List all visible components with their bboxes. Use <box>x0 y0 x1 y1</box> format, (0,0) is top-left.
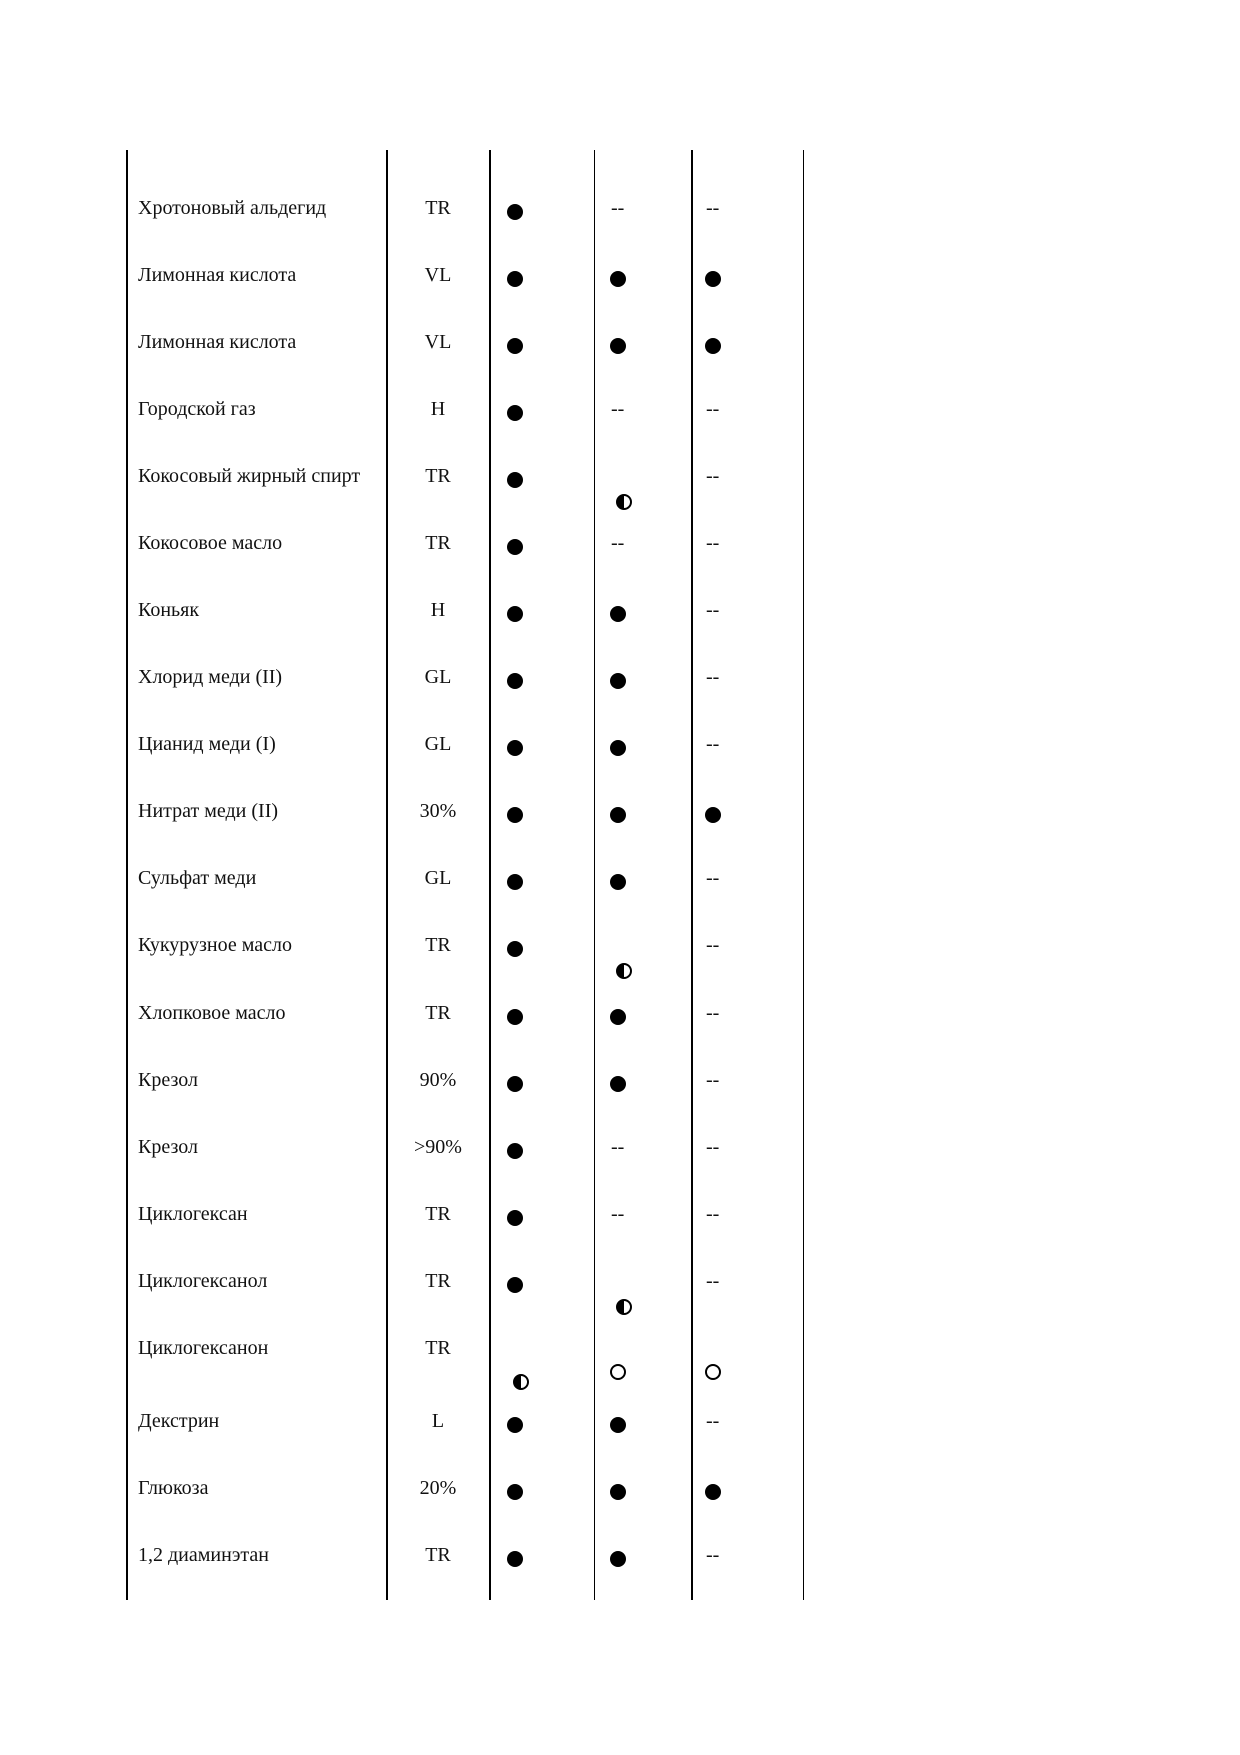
substance-name: Нитрат меди (II) <box>138 800 279 822</box>
concentration: H <box>430 398 446 420</box>
substance-name: Хлопковое масло <box>138 1002 286 1024</box>
filled-circle-icon <box>610 1009 626 1025</box>
table-row <box>0 1135 1240 1195</box>
concentration: GL <box>424 733 452 755</box>
concentration: >90% <box>414 1136 462 1158</box>
not-applicable-dash: -- <box>611 1203 625 1225</box>
filled-circle-icon <box>507 539 523 555</box>
filled-circle-icon <box>507 740 523 756</box>
table-row <box>0 1336 1240 1396</box>
table-row <box>0 1269 1240 1329</box>
table-row <box>0 1409 1240 1469</box>
not-applicable-dash: -- <box>611 398 625 420</box>
concentration: GL <box>424 666 452 688</box>
filled-circle-icon <box>507 874 523 890</box>
filled-circle-icon <box>610 874 626 890</box>
table-row <box>0 665 1240 725</box>
half-circle-icon <box>513 1374 529 1390</box>
table-row <box>0 933 1240 993</box>
filled-circle-icon <box>507 405 523 421</box>
concentration: GL <box>424 867 452 889</box>
concentration: TR <box>425 1337 451 1359</box>
table-row <box>0 1202 1240 1262</box>
not-applicable-dash: -- <box>706 465 720 487</box>
substance-name: Городской газ <box>138 398 256 420</box>
substance-name: Циклогексанон <box>138 1337 269 1359</box>
not-applicable-dash: -- <box>706 1410 720 1432</box>
empty-circle-icon <box>610 1364 626 1380</box>
not-applicable-dash: -- <box>706 1544 720 1566</box>
filled-circle-icon <box>507 338 523 354</box>
table-row <box>0 196 1240 256</box>
not-applicable-dash: -- <box>706 1270 720 1292</box>
concentration: 90% <box>419 1069 457 1091</box>
substance-name: Кокосовый жирный спирт <box>138 465 361 487</box>
filled-circle-icon <box>507 204 523 220</box>
concentration: TR <box>425 1203 451 1225</box>
filled-circle-icon <box>610 606 626 622</box>
concentration: VL <box>424 264 452 286</box>
filled-circle-icon <box>705 807 721 823</box>
filled-circle-icon <box>507 1143 523 1159</box>
concentration: 20% <box>419 1477 457 1499</box>
not-applicable-dash: -- <box>706 532 720 554</box>
concentration: L <box>431 1410 445 1432</box>
not-applicable-dash: -- <box>706 733 720 755</box>
table-row <box>0 732 1240 792</box>
concentration: VL <box>424 331 452 353</box>
not-applicable-dash: -- <box>706 1069 720 1091</box>
filled-circle-icon <box>610 807 626 823</box>
substance-name: Циклогексан <box>138 1203 248 1225</box>
filled-circle-icon <box>610 271 626 287</box>
substance-name: Крезол <box>138 1136 198 1158</box>
not-applicable-dash: -- <box>706 197 720 219</box>
half-circle-icon <box>616 963 632 979</box>
concentration: 30% <box>419 800 457 822</box>
table-row <box>0 1068 1240 1128</box>
filled-circle-icon <box>507 1484 523 1500</box>
not-applicable-dash: -- <box>611 197 625 219</box>
concentration: TR <box>425 1544 451 1566</box>
filled-circle-icon <box>705 338 721 354</box>
table-row <box>0 799 1240 859</box>
table-row <box>0 1543 1240 1603</box>
filled-circle-icon <box>507 1076 523 1092</box>
concentration: H <box>430 599 446 621</box>
concentration: TR <box>425 1270 451 1292</box>
table-row <box>0 1476 1240 1536</box>
filled-circle-icon <box>610 740 626 756</box>
substance-name: Лимонная кислота <box>138 331 297 353</box>
filled-circle-icon <box>507 271 523 287</box>
filled-circle-icon <box>610 338 626 354</box>
filled-circle-icon <box>507 1009 523 1025</box>
substance-name: Коньяк <box>138 599 200 621</box>
filled-circle-icon <box>705 1484 721 1500</box>
filled-circle-icon <box>610 673 626 689</box>
substance-name: Цианид меди (I) <box>138 733 276 755</box>
not-applicable-dash: -- <box>706 1136 720 1158</box>
filled-circle-icon <box>507 1277 523 1293</box>
filled-circle-icon <box>610 1551 626 1567</box>
half-circle-icon <box>616 494 632 510</box>
filled-circle-icon <box>507 1551 523 1567</box>
concentration: TR <box>425 934 451 956</box>
empty-circle-icon <box>705 1364 721 1380</box>
filled-circle-icon <box>507 606 523 622</box>
concentration: TR <box>425 1002 451 1024</box>
filled-circle-icon <box>507 941 523 957</box>
filled-circle-icon <box>705 271 721 287</box>
substance-name: Крезол <box>138 1069 198 1091</box>
substance-name: Сульфат меди <box>138 867 257 889</box>
substance-name: Декстрин <box>138 1410 220 1432</box>
filled-circle-icon <box>507 1210 523 1226</box>
substance-name: Циклогексанол <box>138 1270 268 1292</box>
table-row <box>0 464 1240 524</box>
substance-name: Кукурузное масло <box>138 934 292 956</box>
not-applicable-dash: -- <box>611 1136 625 1158</box>
table-row <box>0 263 1240 323</box>
filled-circle-icon <box>610 1484 626 1500</box>
filled-circle-icon <box>507 472 523 488</box>
half-circle-icon <box>616 1299 632 1315</box>
concentration: TR <box>425 465 451 487</box>
substance-name: Хлорид меди (II) <box>138 666 283 688</box>
substance-name: Глюкоза <box>138 1477 209 1499</box>
substance-name: Кокосовое масло <box>138 532 283 554</box>
not-applicable-dash: -- <box>706 1203 720 1225</box>
substance-name: Хротоновый альдегид <box>138 197 327 219</box>
filled-circle-icon <box>507 673 523 689</box>
not-applicable-dash: -- <box>706 867 720 889</box>
table-row <box>0 866 1240 926</box>
table-row <box>0 330 1240 390</box>
not-applicable-dash: -- <box>611 532 625 554</box>
table-row <box>0 1001 1240 1061</box>
table-row <box>0 397 1240 457</box>
not-applicable-dash: -- <box>706 1002 720 1024</box>
not-applicable-dash: -- <box>706 666 720 688</box>
filled-circle-icon <box>610 1417 626 1433</box>
concentration: TR <box>425 197 451 219</box>
filled-circle-icon <box>507 807 523 823</box>
table-row <box>0 531 1240 591</box>
table-row <box>0 598 1240 658</box>
filled-circle-icon <box>610 1076 626 1092</box>
not-applicable-dash: -- <box>706 398 720 420</box>
not-applicable-dash: -- <box>706 934 720 956</box>
concentration: TR <box>425 532 451 554</box>
filled-circle-icon <box>507 1417 523 1433</box>
not-applicable-dash: -- <box>706 599 720 621</box>
substance-name: 1,2 диаминэтан <box>138 1544 269 1566</box>
substance-name: Лимонная кислота <box>138 264 297 286</box>
